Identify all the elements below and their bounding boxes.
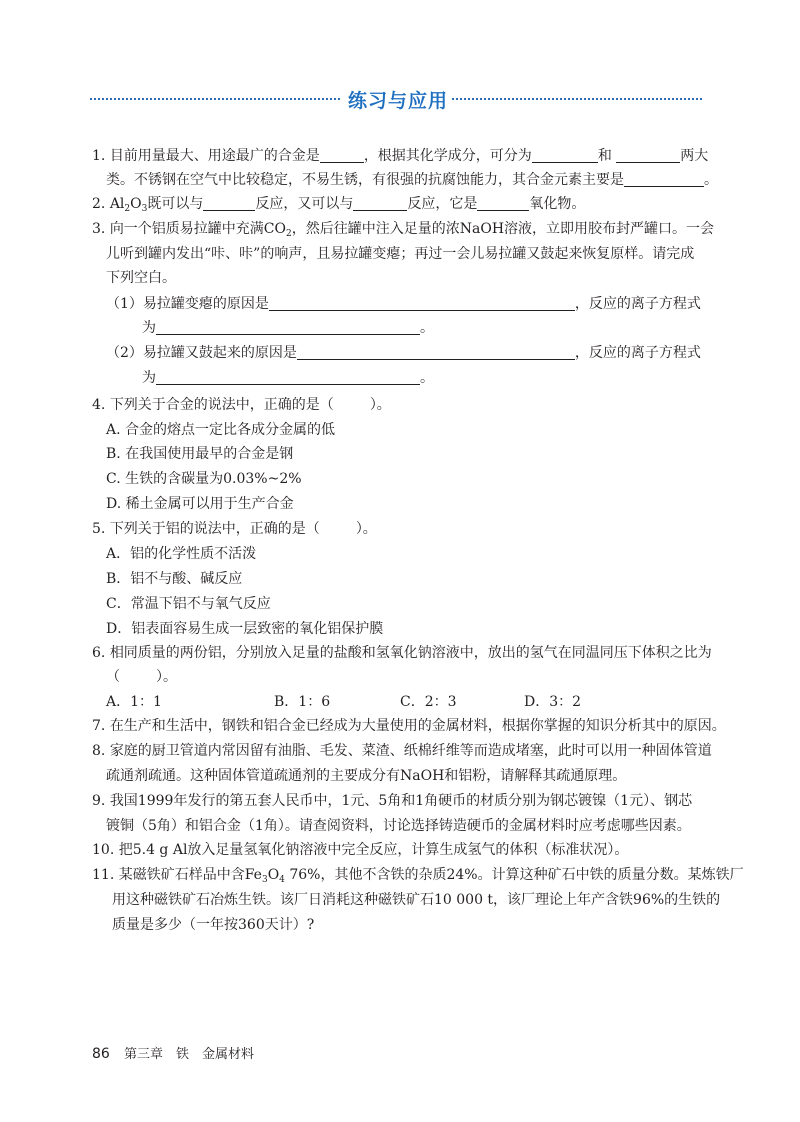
question-1-line-2: 类。不锈钢在空气中比较稳定，不易生锈，有很强的抗腐蚀能力，其合金元素主要是 。 [106, 172, 718, 188]
question-6-option-d[interactable]: D．3：2 [524, 694, 582, 710]
question-4-option-a[interactable]: A. 合金的熔点一定比各成分金属的低 [106, 422, 336, 438]
chapter-title: 第三章 铁 金属材料 [123, 1047, 254, 1062]
dotted-rule-left [90, 98, 340, 100]
dotted-rule-right [452, 98, 702, 100]
question-11-line-1: 11. 某磁铁矿石样品中含$Fe_3O_4$ 76%，其他不含铁的杂质24%。计算这种矿石中铁的质量分数。某炼铁厂 [92, 867, 744, 885]
question-3-line-1: 3. 向一个铝质易拉罐中充满$CO_2$，然后往罐中注入足量的浓NaOH溶液，立即用胶布封严罐口。一会 [92, 221, 715, 239]
question-9-line-2: 镀铜（5角）和铝合金（1角）。请查阅资料，讨论选择铸造硬币的金属材料时应考虑哪些因素。 [106, 818, 691, 834]
section-title: 练习与应用 [348, 90, 449, 112]
answer-blank[interactable] [203, 195, 255, 211]
question-11-line-3: 质量是多少（一年按360天计）? [112, 917, 315, 933]
question-8-line-1: 8. 家庭的厨卫管道内常因留有油脂、毛发、菜渣、纸棉纤维等而造成堵塞，此时可以用一种固体管道 [92, 743, 712, 759]
question-6-line-1: 6. 相同质量的两份铝，分别放入足量的盐酸和氢氧化钠溶液中，放出的氢气在同温同压下体积之比为 [92, 645, 712, 661]
question-4-option-b[interactable]: B. 在我国使用最早的合金是钢 [106, 446, 294, 462]
question-5-option-c[interactable]: C．常温下铝不与氧气反应 [106, 596, 271, 612]
question-2: 2. $Al_2O_3$既可以与 反应，又可以与 反应，它是 氧化物。 [92, 196, 586, 214]
question-5-stem: 5. 下列关于铝的说法中，正确的是（ ）。 [92, 521, 377, 537]
question-11-line-2: 用这种磁铁矿石冶炼生铁。该厂日消耗这种磁铁矿石10 000 t，该厂理论上年产含铁96%的生铁的 [112, 892, 721, 908]
question-7: 7. 在生产和生活中，钢铁和铝合金已经成为大量使用的金属材料，根据你掌握的知识分析其中的原因。 [92, 718, 726, 734]
question-3-sub-2-cont: 为 。 [142, 370, 434, 386]
answer-blank[interactable] [320, 147, 364, 163]
question-6-option-b[interactable]: B．1：6 [274, 694, 331, 710]
section-header [90, 86, 702, 112]
answer-blank[interactable] [156, 369, 420, 385]
question-9-line-1: 9. 我国1999年发行的第五套人民币中，1元、5角和1角硬币的材质分别为钢芯镀镍（1元）、钢芯 [92, 793, 693, 809]
page-footer [92, 1043, 254, 1062]
question-6-option-a[interactable]: A．1：1 [106, 694, 162, 710]
answer-blank[interactable] [156, 319, 420, 335]
question-3-line-2: 儿听到罐内发出“咔、咔”的响声，且易拉罐变瘪；再过一会儿易拉罐又鼓起来恢复原样。请完成 [106, 246, 695, 262]
question-5-option-a[interactable]: A．铝的化学性质不活泼 [106, 546, 257, 562]
question-1-line-1: 1. 目前用量最大、用途最广的合金是 ，根据其化学成分，可分为 和 两大 [92, 148, 709, 164]
question-8-line-2: 疏通剂疏通。这种固体管道疏通剂的主要成分有NaOH和铝粉，请解释其疏通原理。 [106, 768, 627, 784]
question-6-line-2: （ ）。 [106, 669, 177, 685]
question-5-option-d[interactable]: D．铝表面容易生成一层致密的氧化铝保护膜 [106, 621, 384, 637]
question-3-sub-1: （1）易拉罐变瘪的原因是 ，反应的离子方程式 [106, 296, 701, 312]
answer-blank[interactable] [269, 295, 575, 311]
answer-blank[interactable] [477, 195, 529, 211]
question-6-option-c[interactable]: C．2：3 [400, 694, 457, 710]
question-4-option-c[interactable]: C. 生铁的含碳量为0.03%~2% [106, 471, 302, 487]
answer-blank[interactable] [353, 195, 407, 211]
question-4-stem: 4. 下列关于合金的说法中，正确的是（ ）。 [92, 397, 391, 413]
answer-blank[interactable] [616, 147, 680, 163]
question-4-option-d[interactable]: D. 稀土金属可以用于生产合金 [106, 496, 294, 512]
question-5-option-b[interactable]: B．铝不与酸、碱反应 [106, 571, 243, 587]
question-3-sub-2: （2）易拉罐又鼓起来的原因是 ，反应的离子方程式 [106, 345, 701, 361]
answer-blank[interactable] [624, 171, 704, 187]
answer-blank[interactable] [532, 147, 598, 163]
question-10: 10. 把5.4 g Al放入足量氢氧化钠溶液中完全反应，计算生成氢气的体积（标准状况）。 [92, 842, 629, 858]
question-3-line-3: 下列空白。 [106, 270, 176, 286]
question-3-sub-1-cont: 为 。 [142, 320, 434, 336]
answer-blank[interactable] [297, 344, 575, 360]
question-number: 1. [92, 148, 106, 164]
page-number: 86 [92, 1046, 110, 1062]
